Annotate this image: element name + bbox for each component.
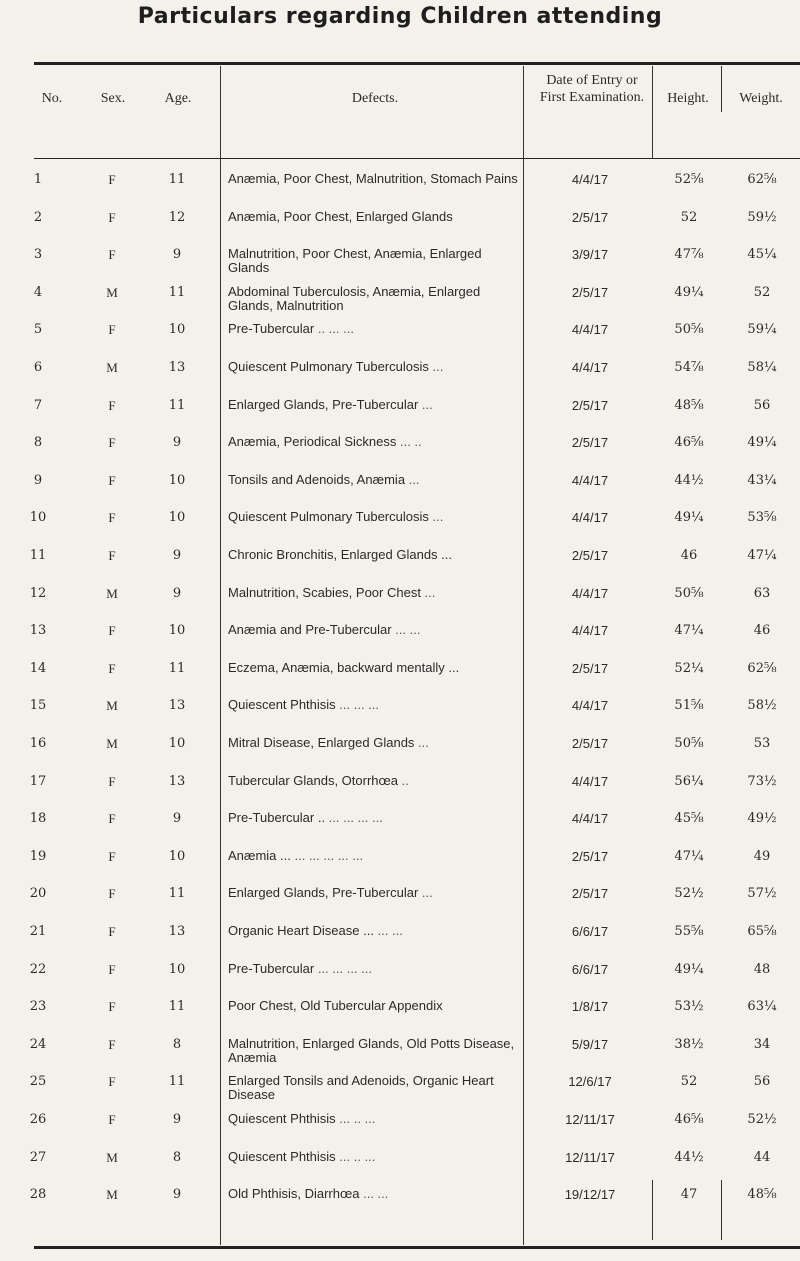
cell-no: 24 (29, 1036, 47, 1052)
cell-sex: F (108, 1036, 116, 1052)
cell-date: 2/5/17 (571, 660, 609, 676)
bottom-rule (34, 1246, 800, 1249)
defects-text: Tubercular Glands, Otorrhœa (228, 772, 399, 788)
cell-sex: M (106, 284, 118, 300)
cell-no: 6 (33, 360, 43, 375)
cell-no: 8 (33, 435, 43, 451)
cell-sex: F (108, 1112, 116, 1127)
cell-height: 50⅝ (674, 585, 704, 601)
cell-weight: 62⅝ (747, 172, 777, 187)
cell-defects (228, 999, 523, 1013)
cell-no: 23 (29, 999, 47, 1015)
cell-height: 50⅝ (674, 736, 704, 751)
cell-height: 56¼ (674, 773, 704, 789)
defects-text: Malnutrition, Scabies, Poor Chest (228, 584, 421, 600)
cell-age: 10 (168, 322, 186, 338)
cell-height: 54⅞ (674, 360, 704, 375)
table-row (0, 1187, 800, 1224)
cell-age: 10 (168, 848, 186, 864)
table-row (0, 999, 800, 1036)
cell-weight: 52 (753, 284, 771, 300)
cell-defects (228, 172, 523, 186)
cell-height: 46⅝ (674, 1112, 704, 1127)
leader-dots: ... (428, 359, 444, 374)
defects-text: Quiescent Pulmonary Tuberculosis (228, 359, 429, 374)
cell-date: 19/12/17 (564, 1187, 616, 1203)
cell-weight: 43¼ (747, 472, 777, 488)
cell-date: 4/4/17 (571, 773, 609, 789)
defects-text: Malnutrition, Enlarged Glands, Old Potts Disease, Anæmia (228, 1035, 515, 1065)
cell-defects (228, 774, 523, 788)
top-rule (34, 62, 800, 65)
cell-no: 28 (29, 1187, 47, 1203)
cell-height: 44½ (674, 1149, 704, 1165)
column-rule (721, 66, 722, 112)
cell-defects (228, 510, 523, 524)
cell-age: 11 (168, 284, 186, 300)
defects-text: Tonsils and Adenoids, Anæmia (228, 471, 406, 487)
leader-dots: ... (420, 584, 436, 600)
page-title: Particulars regarding Children attending (137, 4, 663, 29)
cell-weight: 58¼ (747, 360, 777, 375)
table-row (0, 247, 800, 284)
leader-dots: ... .. ... (335, 1111, 376, 1126)
cell-age: 13 (168, 360, 186, 375)
cell-weight: 59½ (747, 209, 777, 225)
defects-text: Anæmia, Periodical Sickness (228, 434, 397, 450)
cell-height: 38½ (674, 1036, 704, 1052)
cell-weight: 44 (753, 1149, 771, 1165)
cell-age: 11 (168, 1074, 186, 1090)
cell-height: 52¼ (674, 660, 704, 676)
leader-dots: ... ... ... ... (314, 960, 373, 976)
cell-defects (228, 1074, 523, 1102)
cell-defects (228, 398, 523, 412)
table-row (0, 510, 800, 547)
defects-text: Anæmia and Pre-Tubercular (228, 622, 392, 638)
cell-age: 11 (168, 172, 186, 187)
cell-no: 10 (29, 510, 47, 526)
table-row (0, 623, 800, 660)
cell-sex: F (108, 472, 116, 488)
cell-date: 2/5/17 (571, 209, 609, 225)
cell-defects (228, 849, 523, 863)
cell-weight: 47¼ (747, 548, 777, 563)
cell-weight: 73½ (747, 773, 777, 789)
table-row (0, 924, 800, 961)
header-sex: Sex. (100, 91, 126, 106)
defects-text: Pre-Tubercular (228, 960, 315, 976)
cell-no: 16 (29, 736, 47, 751)
leader-dots: ... (418, 396, 433, 412)
cell-age: 13 (168, 773, 186, 789)
defects-text: Quiescent Phthisis (228, 697, 336, 713)
defects-text: Anæmia, Poor Chest, Enlarged Glands (228, 208, 453, 224)
leader-dots: ... ... ... ... ... (290, 847, 364, 863)
cell-height: 51⅝ (674, 698, 704, 714)
cell-defects (228, 548, 523, 562)
cell-date: 2/5/17 (571, 548, 609, 563)
cell-no: 11 (29, 548, 47, 563)
cell-no: 3 (33, 247, 43, 263)
cell-date: 6/6/17 (571, 924, 609, 939)
header-date: Date of Entry or First Examination. (539, 73, 645, 105)
leader-dots: ... (418, 885, 433, 901)
cell-weight: 52½ (747, 1112, 777, 1127)
cell-age: 12 (168, 209, 186, 225)
column-rule (523, 1180, 524, 1245)
cell-height: 45⅝ (674, 811, 704, 827)
cell-age: 8 (172, 1036, 182, 1052)
cell-weight: 57½ (747, 886, 777, 902)
cell-sex: F (108, 209, 116, 225)
cell-age: 11 (168, 660, 186, 676)
cell-weight: 56 (753, 1074, 771, 1090)
cell-sex: F (108, 924, 116, 939)
cell-height: 46⅝ (674, 435, 704, 451)
cell-height: 52 (680, 1074, 698, 1090)
header-defects: Defects. (351, 91, 399, 106)
table-row (0, 1037, 800, 1074)
defects-text: Quiescent Phthisis (228, 1111, 336, 1126)
cell-age: 10 (168, 623, 186, 639)
cell-date: 2/5/17 (571, 848, 609, 864)
cell-weight: 63¼ (747, 999, 777, 1015)
cell-sex: F (108, 660, 116, 676)
cell-defects (228, 322, 523, 336)
cell-defects (228, 473, 523, 487)
cell-defects (228, 1150, 523, 1164)
table-row (0, 435, 800, 472)
cell-date: 12/11/17 (565, 1149, 615, 1165)
cell-defects (228, 811, 523, 825)
table-row (0, 1074, 800, 1111)
cell-age: 9 (172, 1187, 182, 1203)
header-weight: Weight. (739, 91, 783, 106)
cell-weight: 48 (753, 961, 771, 977)
cell-height: 52⅝ (674, 172, 704, 187)
cell-sex: F (108, 435, 116, 451)
header-rule (34, 158, 800, 159)
defects-text: Enlarged Glands, Pre-Tubercular (228, 396, 419, 412)
cell-no: 14 (29, 660, 47, 676)
defects-text: Malnutrition, Poor Chest, Anæmia, Enlarged Glands (228, 246, 482, 276)
defects-text: Organic Heart Disease ... (228, 923, 374, 938)
table-row (0, 398, 800, 435)
cell-no: 17 (29, 773, 47, 789)
cell-date: 2/5/17 (571, 284, 609, 300)
defects-text: Anæmia, Poor Chest, Malnutrition, Stomach Pains (228, 171, 518, 186)
cell-no: 20 (29, 886, 47, 902)
table-row (0, 811, 800, 848)
cell-defects (228, 962, 523, 976)
column-rule (220, 1180, 221, 1245)
cell-height: 47¼ (674, 623, 704, 639)
cell-height: 49¼ (674, 961, 704, 977)
cell-defects (228, 285, 523, 313)
cell-age: 10 (168, 961, 186, 977)
cell-weight: 34 (753, 1036, 771, 1052)
cell-defects (228, 886, 523, 900)
cell-age: 13 (168, 924, 186, 939)
leader-dots: ... ... ... (335, 697, 380, 713)
defects-text: Quiescent Pulmonary Tuberculosis (228, 509, 429, 525)
cell-age: 9 (172, 435, 182, 451)
cell-height: 46 (680, 548, 698, 563)
table-row (0, 172, 800, 209)
defects-text: Enlarged Glands, Pre-Tubercular (228, 885, 419, 901)
cell-weight: 58½ (747, 698, 777, 714)
cell-defects (228, 661, 523, 675)
cell-weight: 46 (753, 623, 771, 639)
cell-no: 9 (33, 472, 43, 488)
cell-defects (228, 1187, 523, 1201)
cell-no: 15 (29, 698, 47, 714)
cell-sex: F (108, 773, 116, 789)
table-row (0, 661, 800, 698)
defects-text: Abdominal Tuberculosis, Anæmia, Enlarged Glands, Malnutrition (228, 283, 481, 313)
leader-dots: ... ... (391, 622, 421, 638)
cell-weight: 59¼ (747, 322, 777, 338)
cell-weight: 56 (753, 397, 771, 413)
cell-no: 22 (29, 961, 47, 977)
cell-sex: M (106, 1187, 118, 1203)
cell-height: 49¼ (674, 284, 704, 300)
cell-weight: 49 (753, 848, 771, 864)
cell-sex: F (108, 172, 116, 187)
cell-date: 12/11/17 (565, 1112, 615, 1127)
leader-dots: ... .. ... (335, 1148, 376, 1164)
cell-age: 9 (172, 247, 182, 263)
table-row (0, 586, 800, 623)
cell-age: 8 (172, 1149, 182, 1165)
cell-age: 9 (172, 548, 182, 563)
table-row (0, 1150, 800, 1187)
cell-no: 1 (33, 172, 43, 187)
cell-height: 52 (680, 209, 698, 225)
cell-date: 2/5/17 (571, 886, 609, 902)
cell-date: 4/4/17 (571, 585, 609, 601)
cell-weight: 63 (753, 585, 771, 601)
cell-defects (228, 698, 523, 712)
header-height: Height. (667, 91, 709, 106)
cell-weight: 48⅝ (747, 1187, 777, 1203)
table-row (0, 548, 800, 585)
table-row (0, 210, 800, 247)
cell-height: 52½ (674, 886, 704, 902)
leader-dots: .. (398, 772, 409, 788)
cell-date: 3/9/17 (571, 247, 609, 263)
table-row (0, 322, 800, 359)
cell-defects (228, 1037, 523, 1065)
cell-defects (228, 247, 523, 275)
cell-date: 2/5/17 (571, 736, 609, 751)
cell-no: 21 (29, 924, 47, 939)
cell-no: 5 (33, 322, 43, 338)
defects-text: Chronic Bronchitis, Enlarged Glands ... (228, 547, 452, 562)
cell-no: 4 (33, 284, 43, 300)
cell-height: 47¼ (674, 848, 704, 864)
cell-sex: F (108, 1074, 116, 1090)
cell-sex: M (106, 698, 118, 714)
leader-dots: .. ... ... (314, 321, 354, 337)
cell-sex: F (108, 397, 116, 413)
cell-no: 19 (29, 848, 47, 864)
defects-text: Enlarged Tonsils and Adenoids, Organic Heart Disease (228, 1073, 494, 1103)
cell-sex: F (108, 510, 116, 526)
cell-no: 26 (29, 1112, 47, 1127)
cell-age: 11 (168, 999, 186, 1015)
table-row (0, 285, 800, 322)
cell-sex: F (108, 999, 116, 1015)
defects-text: Mitral Disease, Enlarged Glands (228, 735, 415, 750)
cell-date: 1/8/17 (571, 999, 609, 1015)
cell-height: 53½ (674, 999, 704, 1015)
cell-date: 4/4/17 (571, 698, 609, 714)
table-row (0, 849, 800, 886)
cell-height: 47⅞ (674, 247, 704, 263)
cell-sex: F (108, 623, 116, 639)
cell-sex: F (108, 886, 116, 902)
leader-dots: ... (405, 471, 420, 487)
column-rule (220, 66, 221, 1245)
cell-sex: F (108, 247, 116, 263)
defects-text: Quiescent Phthisis (228, 1148, 336, 1164)
cell-date: 6/6/17 (571, 961, 609, 977)
cell-weight: 45¼ (747, 247, 777, 263)
cell-date: 4/4/17 (571, 172, 609, 187)
cell-sex: M (106, 1149, 118, 1165)
cell-sex: M (106, 360, 118, 375)
cell-defects (228, 435, 523, 449)
cell-age: 10 (168, 472, 186, 488)
header-age: Age. (164, 91, 192, 106)
cell-defects (228, 1112, 523, 1126)
cell-age: 11 (168, 886, 186, 902)
cell-date: 4/4/17 (571, 472, 609, 488)
cell-date: 5/9/17 (571, 1036, 609, 1052)
cell-date: 2/5/17 (571, 435, 609, 451)
cell-date: 4/4/17 (571, 322, 609, 338)
leader-dots: ... (428, 509, 444, 525)
table-row (0, 774, 800, 811)
cell-height: 44½ (674, 472, 704, 488)
table-row (0, 886, 800, 923)
cell-sex: F (108, 322, 116, 338)
cell-no: 27 (29, 1149, 47, 1165)
cell-sex: F (108, 848, 116, 864)
cell-defects (228, 360, 523, 374)
cell-defects (228, 924, 523, 938)
cell-weight: 49½ (747, 811, 777, 827)
leader-dots: ... ... (359, 1186, 389, 1202)
defects-text: Poor Chest, Old Tubercular Appendix (228, 998, 443, 1014)
cell-no: 18 (29, 811, 47, 827)
cell-age: 13 (168, 698, 186, 714)
cell-date: 2/5/17 (571, 397, 609, 413)
cell-sex: M (106, 736, 118, 751)
leader-dots: ... .. (396, 434, 422, 450)
column-rule (523, 66, 524, 1245)
table-row (0, 736, 800, 773)
table-row (0, 360, 800, 397)
table-row (0, 1112, 800, 1149)
cell-age: 10 (168, 736, 186, 751)
cell-date: 4/4/17 (571, 623, 609, 639)
cell-weight: 49¼ (747, 435, 777, 451)
cell-age: 11 (168, 397, 186, 413)
cell-defects (228, 736, 523, 750)
cell-defects (228, 586, 523, 600)
leader-dots: ... (414, 735, 429, 750)
column-rule (652, 66, 653, 158)
cell-sex: F (108, 548, 116, 563)
table-row (0, 698, 800, 735)
cell-sex: F (108, 811, 116, 827)
cell-weight: 65⅝ (747, 924, 777, 939)
cell-defects (228, 210, 523, 224)
cell-weight: 53 (753, 736, 771, 751)
cell-date: 4/4/17 (571, 360, 609, 375)
cell-height: 48⅝ (674, 397, 704, 413)
leader-dots: ... ... ... ... (325, 810, 383, 826)
cell-no: 2 (33, 209, 43, 225)
cell-defects (228, 623, 523, 637)
cell-height: 50⅝ (674, 322, 704, 338)
column-rule (652, 1180, 653, 1240)
cell-weight: 53⅝ (747, 510, 777, 526)
defects-text: Eczema, Anæmia, backward mentally ... (228, 659, 460, 675)
cell-height: 55⅝ (674, 924, 704, 939)
cell-sex: F (108, 961, 116, 977)
cell-no: 7 (33, 397, 43, 413)
cell-date: 12/6/17 (568, 1074, 612, 1090)
cell-age: 10 (168, 510, 186, 526)
cell-age: 9 (172, 585, 182, 601)
cell-height: 49¼ (674, 510, 704, 526)
leader-dots: ... ... (373, 923, 403, 938)
table-row (0, 473, 800, 510)
cell-date: 4/4/17 (571, 510, 609, 526)
column-rule (721, 1180, 722, 1240)
cell-date: 4/4/17 (571, 811, 609, 827)
cell-weight: 62⅝ (747, 660, 777, 676)
defects-text: Old Phthisis, Diarrhœa (228, 1186, 360, 1202)
cell-height: 47 (680, 1187, 698, 1203)
defects-text: Anæmia ... (228, 847, 291, 863)
cell-sex: M (106, 585, 118, 601)
cell-age: 9 (172, 811, 182, 827)
defects-text: Pre-Tubercular .. (228, 810, 326, 826)
cell-age: 9 (172, 1112, 182, 1127)
header-no: No. (41, 91, 63, 106)
cell-no: 13 (29, 623, 47, 639)
table-row (0, 962, 800, 999)
cell-no: 25 (29, 1074, 47, 1090)
defects-text: Pre-Tubercular (228, 321, 315, 337)
cell-no: 12 (29, 585, 47, 601)
